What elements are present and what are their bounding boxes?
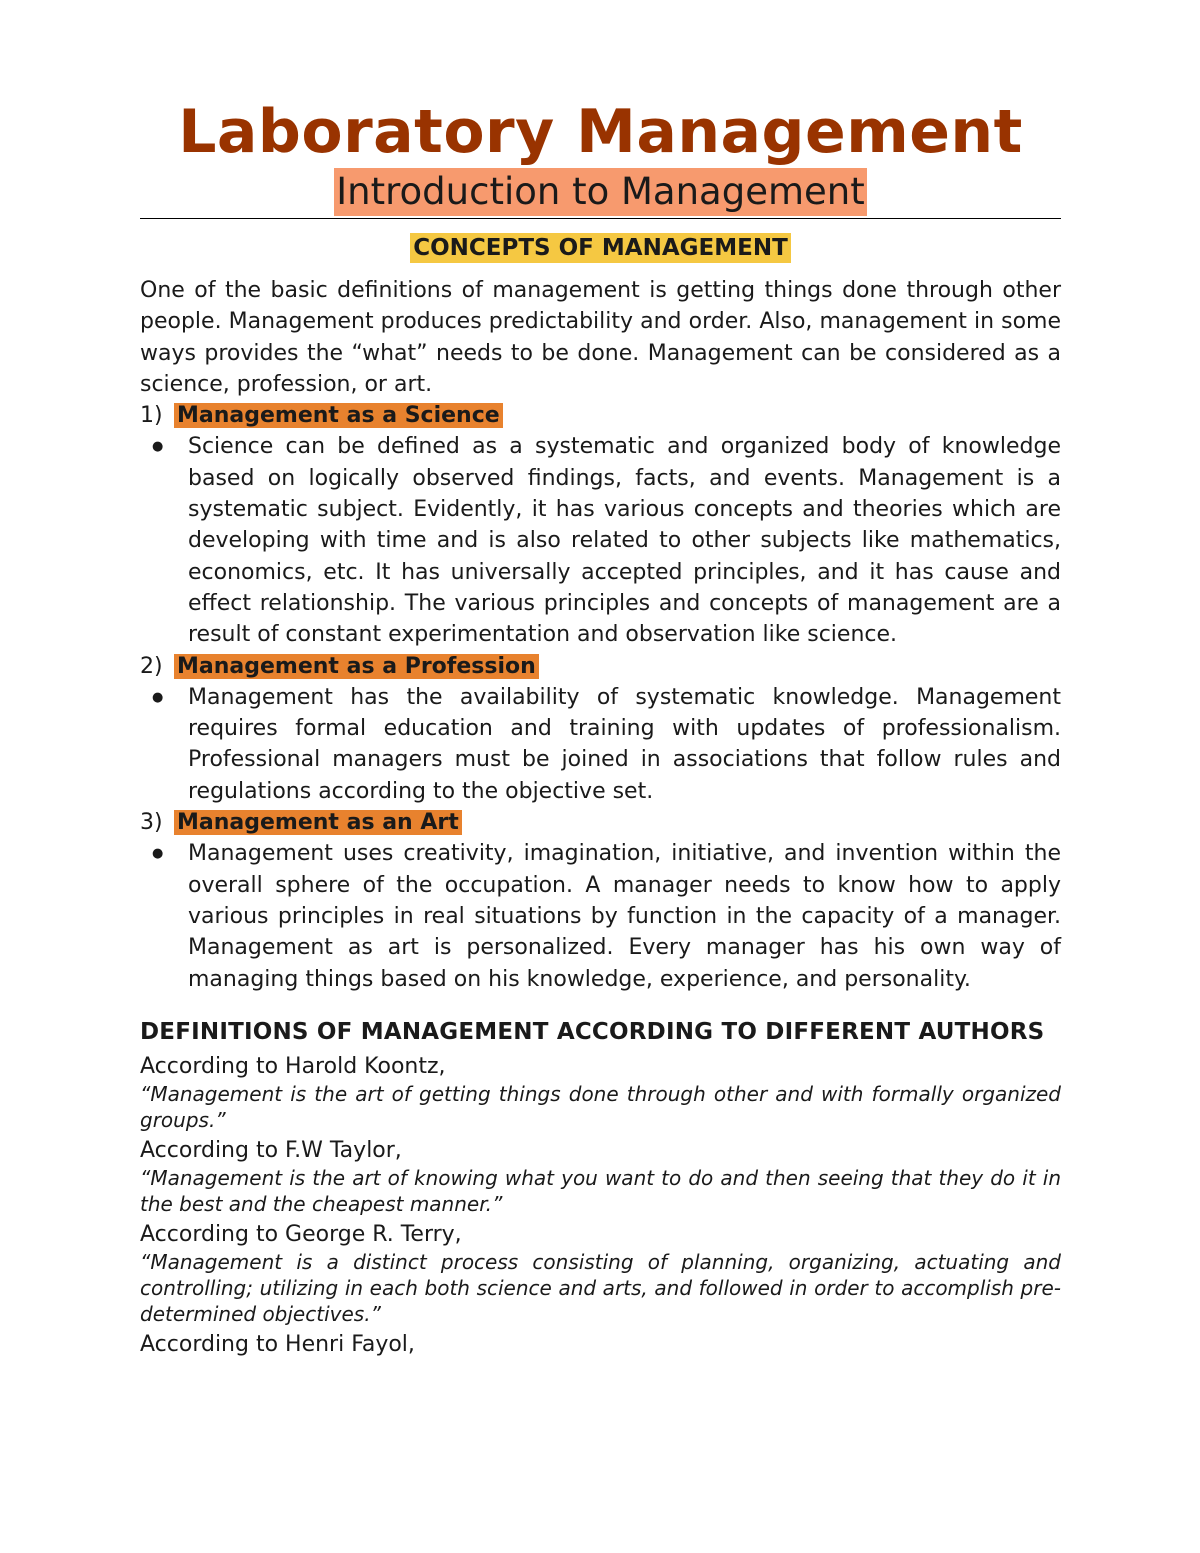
- document-title: Laboratory Management: [178, 97, 1023, 167]
- concept-item-science: [140, 400, 1061, 650]
- bullet-list: [140, 838, 1061, 994]
- definitions-heading: DEFINITIONS OF MANAGEMENT ACCORDING TO DIFFERENT AUTHORS: [140, 1018, 1045, 1045]
- document-subtitle: Introduction to Management: [334, 168, 866, 216]
- item-heading: [140, 651, 1061, 682]
- definition-quote: “Management is a distinct process consisting of planning, organizing, actuating and controlling; utilizing in each both science and arts, and followed in order to accomplish pre-determined objectives.”: [140, 1249, 1061, 1326]
- definition-author: According to Harold Koontz,: [140, 1053, 446, 1079]
- item-heading-label: Management as a Profession: [174, 654, 539, 679]
- definition-author: According to F.W Taylor,: [140, 1137, 402, 1163]
- bullet-item: ● Management has the availability of systematic knowledge. Management requires formal education and training with updates of professionalism. Professional managers must be joined in associations that follow rules and regulations according to the objective set.: [188, 682, 1061, 807]
- document-page: [140, 0, 1061, 1359]
- item-number: 2): [140, 653, 163, 679]
- concept-item-art: [140, 807, 1061, 995]
- item-heading: [140, 807, 1061, 838]
- bullet-item: ● Management uses creativity, imagination, initiative, and invention within the overall sphere of the occupation. A manager needs to know how to apply various principles in real situations by function in the capacity of a manager. Management as art is personalized. Every manager has his own way of managing things based on his knowledge, experience, and personality.: [188, 838, 1061, 994]
- definition-quote: “Management is the art of knowing what you want to do and then seeing that they do it in the best and the cheapest manner.”: [140, 1165, 1061, 1216]
- definition-koontz: [140, 1053, 1061, 1133]
- definition-author: According to George R. Terry,: [140, 1221, 462, 1247]
- definition-terry: [140, 1221, 1061, 1327]
- bullet-list: [140, 431, 1061, 650]
- definition-fayol: [140, 1331, 1061, 1359]
- item-heading-label: Management as a Science: [174, 403, 503, 428]
- subtitle-wrapper: [140, 168, 1061, 216]
- definition-author: According to Henri Fayol,: [140, 1331, 415, 1357]
- item-heading-label: Management as an Art: [174, 810, 462, 835]
- concepts-heading-wrapper: [140, 233, 1061, 263]
- definition-taylor: [140, 1137, 1061, 1217]
- item-number: 3): [140, 810, 163, 836]
- item-heading: [140, 400, 1061, 431]
- bullet-list: [140, 682, 1061, 807]
- item-number: 1): [140, 403, 163, 429]
- concept-item-profession: [140, 651, 1061, 807]
- title-divider: [140, 218, 1061, 219]
- bullet-item: ● Science can be defined as a systematic and organized body of knowledge based on logically observed findings, facts, and events. Management is a systematic subject. Evidently, it has various concepts and theories which are developing with time and is also related to other subjects like mathematics, economics, etc. It has universally accepted principles, and it has cause and effect relationship. The various principles and concepts of management are a result of constant experimentation and observation like science.: [188, 431, 1061, 650]
- definition-quote: “Management is the art of getting things done through other and with formally organized groups.”: [140, 1081, 1061, 1132]
- concepts-heading: CONCEPTS OF MANAGEMENT: [410, 233, 791, 263]
- intro-paragraph: One of the basic definitions of management is getting things done through other people. Management produces predictability and order. Also, management in some ways provides the “what” needs to be done. Management can be considered as a science, profession, or art.: [140, 278, 1061, 397]
